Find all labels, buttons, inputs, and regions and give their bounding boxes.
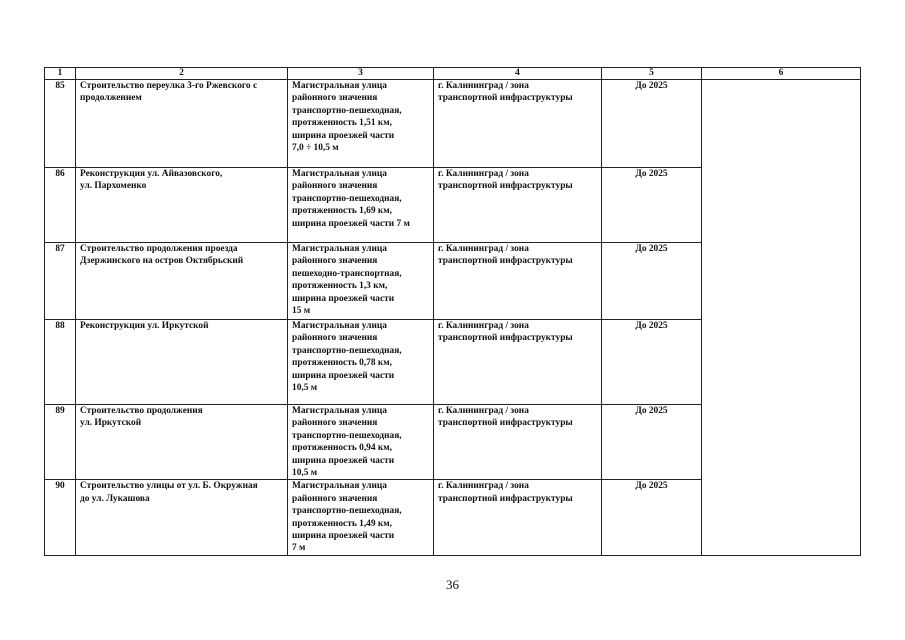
row-number: 87 (45, 243, 76, 320)
project-description: Магистральная улица районного значения транспортно-пешеходная, протяженность 1,51 км, ширина проезжей части 7,0 ÷ 10,5 м (288, 80, 434, 168)
project-deadline: До 2025 (602, 168, 702, 243)
col-header-4: 4 (434, 68, 602, 80)
table-row (45, 80, 861, 168)
project-location: г. Калининград / зона транспортной инфраструктуры (434, 168, 602, 243)
project-name: Строительство улицы от ул. Б. Окружная до ул. Лукашова (76, 480, 288, 556)
col-header-1: 1 (45, 68, 76, 80)
project-name: Реконструкция ул. Иркутской (76, 320, 288, 405)
project-deadline: До 2025 (602, 480, 702, 556)
project-location: г. Калининград / зона транспортной инфраструктуры (434, 480, 602, 556)
project-name: Строительство продолжения проезда Дзержинского на остров Октябрьский (76, 243, 288, 320)
project-location: г. Калининград / зона транспортной инфраструктуры (434, 320, 602, 405)
project-deadline: До 2025 (602, 80, 702, 168)
project-description: Магистральная улица районного значения пешеходно-транспортная, протяженность 1,3 км, ширина проезжей части 15 м (288, 243, 434, 320)
column-6-empty-cell (702, 80, 861, 556)
col-header-2: 2 (76, 68, 288, 80)
project-deadline: До 2025 (602, 320, 702, 405)
project-description: Магистральная улица районного значения транспортно-пешеходная, протяженность 1,49 км, ширина проезжей части 7 м (288, 480, 434, 556)
project-description: Магистральная улица районного значения транспортно-пешеходная, протяженность 0,78 км, ширина проезжей части 10,5 м (288, 320, 434, 405)
col-header-5: 5 (602, 68, 702, 80)
project-location: г. Калининград / зона транспортной инфраструктуры (434, 80, 602, 168)
column-number-row (45, 68, 861, 80)
row-number: 90 (45, 480, 76, 556)
project-name: Строительство продолжения ул. Иркутской (76, 405, 288, 480)
project-location: г. Калининград / зона транспортной инфраструктуры (434, 405, 602, 480)
row-number: 88 (45, 320, 76, 405)
project-location: г. Калининград / зона транспортной инфраструктуры (434, 243, 602, 320)
row-number: 86 (45, 168, 76, 243)
row-number: 89 (45, 405, 76, 480)
project-name: Реконструкция ул. Айвазовского, ул. Пархоменко (76, 168, 288, 243)
project-deadline: До 2025 (602, 243, 702, 320)
projects-table (44, 67, 861, 556)
col-header-6: 6 (702, 68, 861, 80)
project-description: Магистральная улица районного значения транспортно-пешеходная, протяженность 0,94 км, ширина проезжей части 10,5 м (288, 405, 434, 480)
row-number: 85 (45, 80, 76, 168)
project-description: Магистральная улица районного значения транспортно-пешеходная, протяженность 1,69 км, ширина проезжей части 7 м (288, 168, 434, 243)
col-header-3: 3 (288, 68, 434, 80)
project-deadline: До 2025 (602, 405, 702, 480)
project-name: Строительство переулка 3-го Ржевского с продолжением (76, 80, 288, 168)
page-number: 36 (446, 577, 459, 592)
